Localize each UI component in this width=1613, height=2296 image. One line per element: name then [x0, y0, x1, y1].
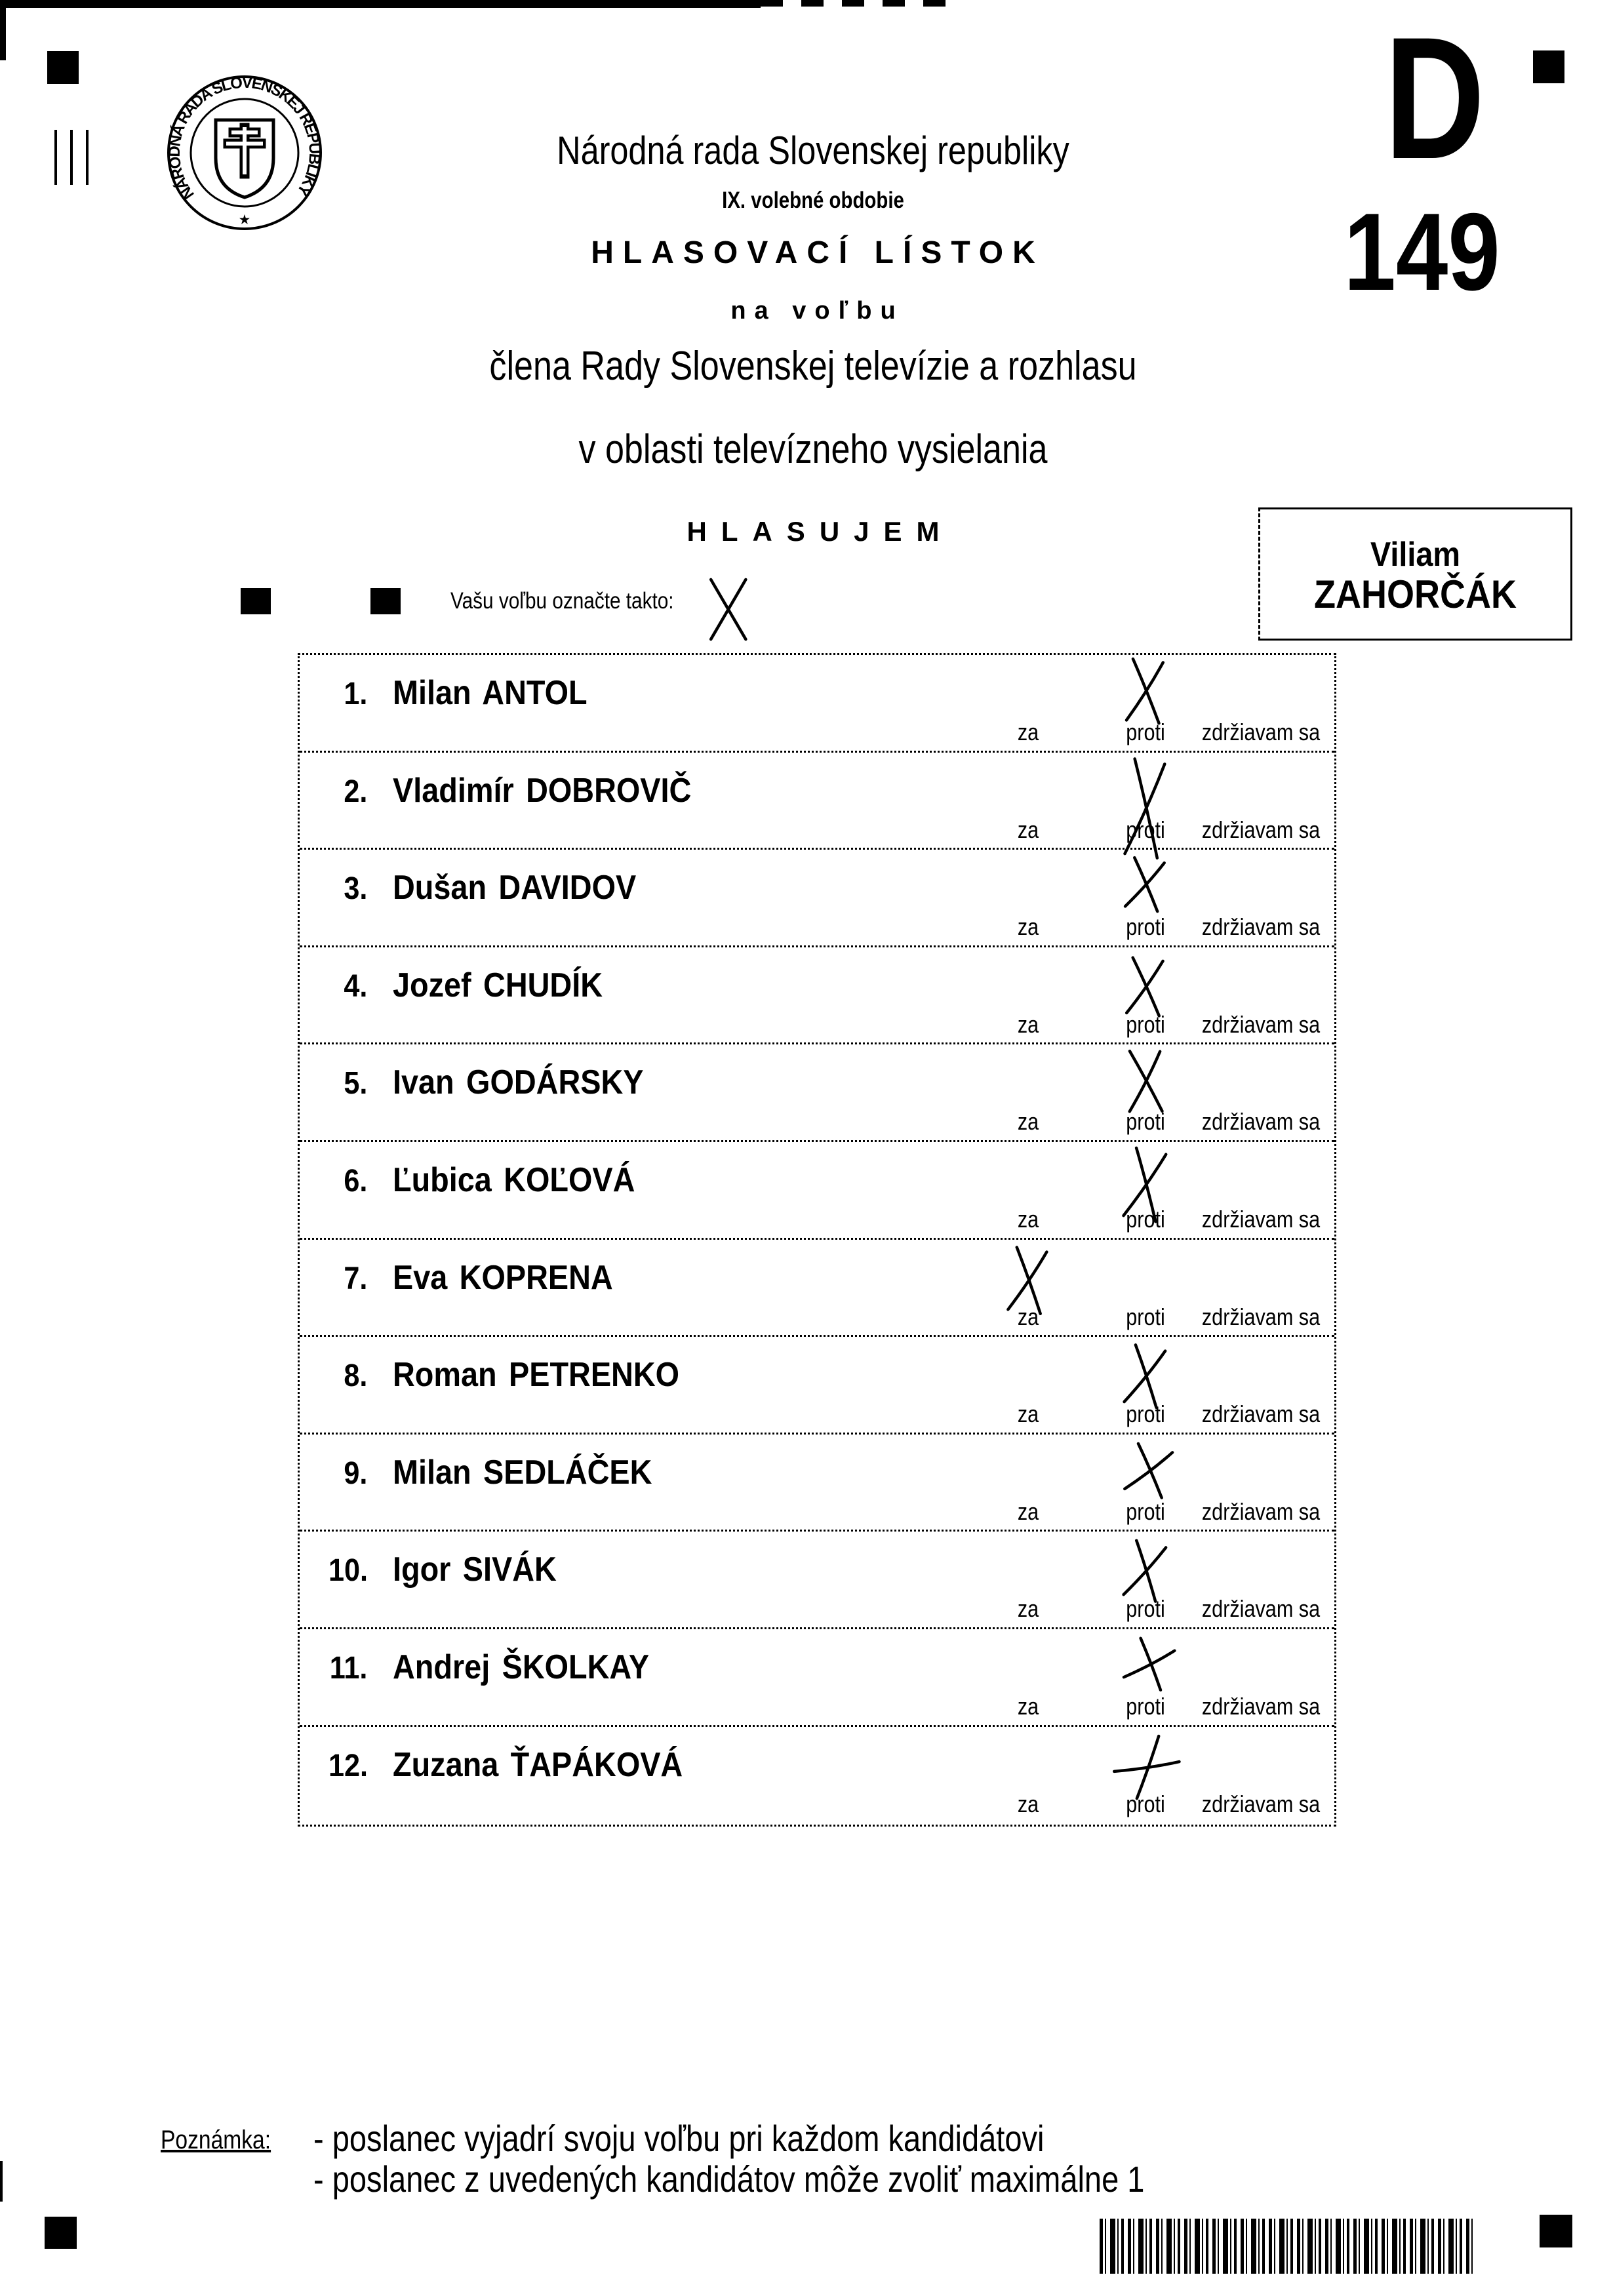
option-za: za: [1017, 816, 1039, 843]
registration-square-bottom-left: [45, 2217, 77, 2249]
vote-x-mark: [1116, 1633, 1184, 1694]
candidate-name: Andrej ŠKOLKAY: [393, 1648, 650, 1686]
candidate-row: [300, 1142, 1334, 1240]
registration-square-top-left: [47, 51, 79, 84]
option-zdrziavam-sa: zdržiavam sa: [1201, 1595, 1321, 1623]
option-zdrziavam-sa: zdržiavam sa: [1201, 719, 1321, 745]
vote-heading: HLASUJEM: [687, 516, 954, 547]
candidate-row: [300, 1727, 1334, 1825]
option-za: za: [1017, 719, 1039, 745]
option-zdrziavam-sa: zdržiavam sa: [1201, 1692, 1321, 1720]
option-proti: proti: [1126, 1303, 1165, 1330]
vote-x-mark: [1120, 656, 1170, 726]
instruction-square-2: [370, 588, 401, 614]
candidate-row: [300, 1435, 1334, 1532]
election-period: IX. volebné obdobie: [722, 188, 904, 213]
option-proti: proti: [1126, 816, 1165, 843]
candidate-name: Igor SIVÁK: [393, 1551, 557, 1589]
option-za: za: [1017, 913, 1039, 941]
candidate-number: 9.: [344, 1455, 368, 1491]
candidate-name: Milan ANTOL: [393, 674, 587, 712]
candidate-number: 12.: [329, 1748, 368, 1783]
candidate-name: Eva KOPRENA: [393, 1258, 613, 1297]
option-za: za: [1017, 1205, 1039, 1233]
candidate-table: [298, 653, 1336, 1827]
candidate-number: 10.: [329, 1553, 368, 1589]
candidate-row: [300, 850, 1334, 947]
candidate-number: 1.: [344, 677, 368, 711]
option-zdrziavam-sa: zdržiavam sa: [1201, 913, 1321, 941]
election-subject-line2: v oblasti televízneho vysielania: [578, 427, 1048, 472]
option-proti: proti: [1126, 1790, 1165, 1817]
candidate-row: [300, 1044, 1334, 1142]
option-zdrziavam-sa: zdržiavam sa: [1201, 1400, 1321, 1428]
candidate-row: [300, 1532, 1334, 1629]
option-proti: proti: [1126, 1497, 1165, 1525]
candidate-name: Vladimír DOBROVIČ: [393, 771, 692, 810]
candidate-name: Ivan GODÁRSKY: [393, 1063, 644, 1102]
option-za: za: [1017, 1497, 1039, 1525]
candidate-number: 3.: [344, 871, 368, 907]
candidate-row: [300, 947, 1334, 1045]
ballot-letter: D: [1384, 1, 1485, 195]
candidate-name: Ľubica KOĽOVÁ: [393, 1160, 635, 1199]
option-za: za: [1017, 1108, 1039, 1136]
option-zdrziavam-sa: zdržiavam sa: [1201, 816, 1321, 843]
barcode: [1100, 2219, 1475, 2274]
instruction-square-1: [241, 588, 271, 614]
registration-line-2: [70, 130, 73, 185]
ballot-subtitle: na voľbu: [730, 297, 904, 325]
candidate-row: [300, 1629, 1334, 1727]
registration-line-1: [54, 130, 57, 185]
option-za: za: [1017, 1790, 1039, 1817]
registration-square-top-right: [1533, 50, 1564, 83]
mark-instruction-label: Vašu voľbu označte takto:: [450, 588, 674, 614]
option-proti: proti: [1126, 1010, 1165, 1038]
option-za: za: [1017, 1692, 1039, 1720]
registration-square-bottom-right: [1540, 2215, 1572, 2247]
option-za: za: [1017, 1595, 1039, 1623]
candidate-name: Dušan DAVIDOV: [393, 869, 637, 907]
scan-artifact-left-edge-bottom: [0, 2161, 3, 2202]
example-x-mark-icon: [703, 577, 753, 641]
candidate-number: 2.: [344, 774, 368, 809]
option-zdrziavam-sa: zdržiavam sa: [1201, 1790, 1321, 1817]
candidate-number: 7.: [344, 1261, 368, 1296]
vote-x-mark: [1121, 955, 1171, 1018]
vote-x-mark: [1119, 755, 1173, 861]
vote-x-mark: [1117, 1440, 1182, 1501]
option-proti: proti: [1126, 913, 1165, 941]
option-zdrziavam-sa: zdržiavam sa: [1201, 1497, 1321, 1525]
option-proti: proti: [1126, 1205, 1165, 1233]
candidate-name: Milan SEDLÁČEK: [393, 1453, 652, 1492]
option-zdrziavam-sa: zdržiavam sa: [1201, 1108, 1321, 1136]
scan-artifact-left-edge: [0, 5, 6, 60]
option-proti: proti: [1126, 1692, 1165, 1720]
candidate-name: Jozef CHUDÍK: [393, 966, 603, 1004]
registration-line-3: [86, 130, 89, 185]
option-zdrziavam-sa: zdržiavam sa: [1201, 1010, 1321, 1038]
header: [275, 0, 1351, 590]
option-za: za: [1017, 1010, 1039, 1038]
candidate-row: [300, 1240, 1334, 1337]
option-za: za: [1017, 1400, 1039, 1428]
candidate-row: [300, 655, 1334, 753]
voter-first-name: Viliam: [1370, 536, 1461, 574]
candidate-name: Roman PETRENKO: [393, 1356, 680, 1395]
candidate-row: [300, 1337, 1334, 1435]
candidate-number: 11.: [329, 1650, 368, 1686]
option-zdrziavam-sa: zdržiavam sa: [1201, 1303, 1321, 1330]
option-proti: proti: [1126, 1595, 1165, 1623]
org-title: Národná rada Slovenskej republiky: [557, 129, 1069, 172]
candidate-number: 6.: [344, 1163, 368, 1198]
note-label: Poznámka:: [161, 2126, 271, 2154]
note-line-1: - poslanec vyjadrí svoju voľbu pri každom kandidátovi: [313, 2118, 1045, 2159]
seal-star-icon: ★: [239, 213, 250, 226]
candidate-number: 4.: [344, 968, 368, 1004]
voter-name-box: [1258, 507, 1572, 641]
vote-x-mark: [1119, 855, 1172, 914]
vote-x-mark: [1120, 1048, 1170, 1116]
candidate-name: Zuzana ŤAPÁKOVÁ: [393, 1745, 683, 1784]
option-proti: proti: [1126, 1108, 1165, 1136]
candidate-number: 5.: [344, 1066, 368, 1101]
option-proti: proti: [1126, 1400, 1165, 1428]
option-proti: proti: [1126, 719, 1165, 745]
option-zdrziavam-sa: zdržiavam sa: [1201, 1205, 1321, 1233]
voter-last-name: ZAHORČÁK: [1314, 572, 1517, 616]
candidate-row: [300, 753, 1334, 850]
ballot-title: HLASOVACÍ LÍSTOK: [591, 235, 1045, 270]
note-line-2: - poslanec z uvedených kandidátov môže zvoliť maximálne 1: [313, 2158, 1145, 2200]
election-subject-line1: člena Rady Slovenskej televízie a rozhlasu: [489, 344, 1137, 389]
ballot-number: 149: [1344, 190, 1500, 313]
candidate-number: 8.: [344, 1358, 368, 1394]
seal-text: NÁRODNÁ RADA SLOVENSKEJ REPUBLIKY: [166, 74, 323, 203]
option-za: za: [1017, 1303, 1039, 1330]
slovak-coat-of-arms-icon: [214, 120, 275, 210]
